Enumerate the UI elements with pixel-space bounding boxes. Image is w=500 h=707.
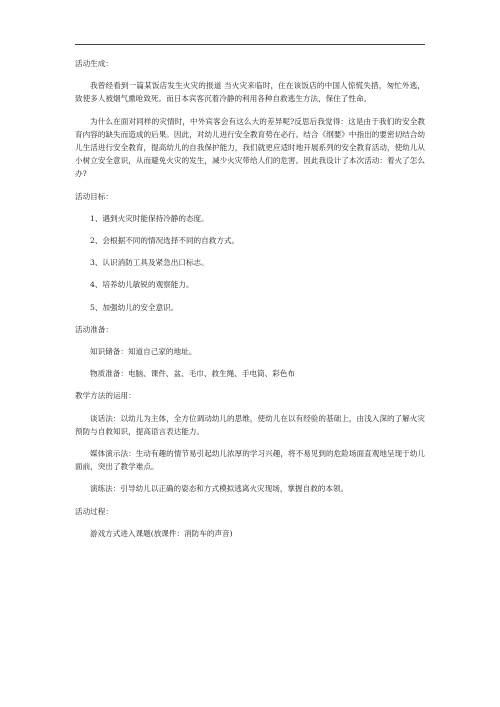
prep-knowledge: 知识储备：知道自己家的地址。 — [90, 347, 197, 357]
process-intro: 游戏方式进入课题(放课件：消防车的声音) — [90, 528, 233, 538]
document-body — [75, 57, 425, 549]
goal-item: 1、遇到火灾时能保持冷静的态度。 — [90, 213, 209, 223]
section-heading-process: 活动过程： — [75, 506, 113, 516]
paragraph-report: 我曾经看到一篇某饭店发生火灾的报道 当火灾来临时，住在该饭店的中国人惊慌失措，匆忙外逃，致使多人被烟气熏呛致死。而日本宾客沉着冷静的利用各种自救逃生方法，保住了性命。 — [75, 81, 425, 104]
paragraph-reflection: 为什么在面对同样的灾情时，中外宾客会有这么大的差异呢?反思后我觉得：这是由于我们的安全教育内容的缺失而造成的后果。因此，对幼儿进行安全教育势在必行。结合《纲要》中指出的要密切结合幼儿生活进行安全教育，提高幼儿的自我保护能力，我们就更应适时地开展系列的安全教育活动，使幼儿从小树立安全意识，从而避免火灾的发生，减少火灾带给人们的危害。因此我设计了本次活动：着火了怎么办? — [75, 116, 425, 179]
section-heading-methods: 教学方法的运用： — [75, 391, 136, 401]
method-drill: 演练法：引导幼儿以正确的姿态和方式模拟逃离火灾现场，掌握自救的本领。 — [90, 484, 349, 494]
goal-item: 3、认识消防工具及紧急出口标志。 — [90, 258, 209, 268]
section-heading-goals: 活动目标： — [75, 191, 113, 201]
method-talk: 谈话法：以幼儿为主体，全方位调动幼儿的思维，使幼儿在以有经验的基础上，由浅入深的了解火灾预防与自救知识，提高语言表达能力。 — [75, 413, 425, 436]
goal-item: 2、会根据不同的情况选择不同的自救方式。 — [90, 236, 240, 246]
section-heading-preparation: 活动准备： — [75, 324, 113, 334]
goal-item: 4、培养幼儿敏锐的观察能力。 — [90, 280, 194, 290]
section-heading-generation: 活动生成： — [75, 59, 113, 68]
header-rule — [75, 44, 425, 45]
method-media: 媒体演示法：生动有趣的情节易引起幼儿浓厚的学习兴趣，将不易见到的危险场面直观地呈现于幼儿面前，突出了教学难点。 — [75, 449, 425, 472]
goal-item: 5、加强幼儿的安全意识。 — [90, 302, 179, 312]
prep-material: 物质准备：电脑、课件、盆、毛巾、救生绳、手电筒、彩色布 — [90, 369, 296, 379]
